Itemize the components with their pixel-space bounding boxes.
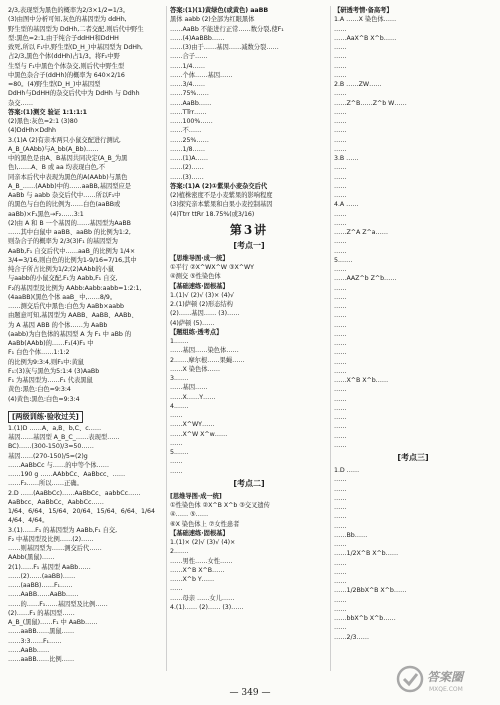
text-line: ……AaBb…… (170, 99, 212, 107)
text-line: 【基础速练·固根基】 (170, 282, 229, 290)
text-line: 5.…… (334, 256, 353, 264)
text-line: 答案:(1)(1)黄绿色(或黄色) aaBB (170, 7, 269, 14)
text-line: 1.…… (170, 338, 189, 345)
text-line: …… (334, 127, 347, 135)
text-line: 的黑色与白色的比例为……白色(aaBB或 (8, 201, 121, 209)
text-line: ……男性……女性…… (170, 557, 233, 565)
text-line: 基因……(270-150)/5=(2)g (8, 452, 88, 460)
text-line: 则杂合子的概率为 2/3(3)F₁ 的基因型为 (8, 238, 118, 246)
text-line: ……AaX^B X^b…… (334, 34, 397, 42)
text-line: ……(3)…… (170, 173, 204, 181)
watermark-subtext: MXQE.COM (429, 686, 463, 693)
text-line: …… (334, 358, 347, 366)
text-line: …… (334, 340, 347, 347)
text-line: …… (170, 585, 183, 593)
text-line: ……(2)…… (170, 164, 204, 172)
text-line: ……25%…… (170, 136, 209, 144)
text-line: ……X……Y…… (170, 393, 216, 401)
text-line: 的比例为9:3:4,则F₁中:黄鼠 (8, 358, 85, 366)
text-line: (2)黑色:灰色=2:1 (3)80 (8, 118, 78, 125)
text-line: 野生型的基因型为 DdHh,二者交配,则后代中野生 (8, 25, 144, 33)
text-line: ……1/8…… (170, 145, 205, 153)
text-line: …… (334, 173, 347, 181)
text-line: 致死,所以 F₁中,野生型(D_H_)中基因型为 DdHh, (8, 44, 143, 51)
text-line: ……X^B X^b…… (334, 377, 389, 384)
text-line: …… (334, 395, 347, 403)
answer-block (170, 6, 328, 182)
lecture-title: 第3讲 (229, 222, 269, 237)
text-line: ①性染色体 ②X^B X^b ③交叉遗传 (170, 502, 270, 509)
text-line: (3)探究亲本紫果和白果小麦控制基因 (170, 201, 273, 209)
text-line: 3/4=3/16,则白色的比例为1-9/16=7/16,其中 (8, 256, 137, 264)
text-line: ……X^b Y…… (170, 576, 215, 583)
text-line: …… (334, 349, 347, 357)
text-line: …… (334, 25, 347, 33)
text-line: 杂交…… (8, 99, 33, 107)
text-line: 2.(1)萨顿 (2)形态结构 (170, 301, 233, 308)
text-line: (2)植株密度不是小麦紫果的影响程度 (170, 192, 273, 199)
text-line: 2.B ……ZW…… (334, 81, 382, 88)
text-line: …… (334, 238, 347, 246)
text-line: ……2/3…… (334, 633, 369, 641)
text-line: 1.A ……X 染色体…… (334, 16, 397, 24)
text-line: 1.(1)D ……A、a,B、b,C、c…… (8, 424, 102, 432)
text-line: ……X 染色体…… (170, 365, 220, 373)
answer-block (334, 466, 492, 642)
column-divider (166, 6, 167, 671)
text-line: …… (334, 441, 347, 449)
text-line: ……Z^B……Z^b W…… (334, 99, 407, 107)
text-line: 4.(1)…… (2)…… (3)…… (170, 603, 244, 611)
text-line: =80。(4)野生型(D_H_)中基因型 (8, 81, 101, 88)
text-line: …… (334, 386, 347, 394)
text-line: 同亲本后代中表现为黑色的A(AAbb)与黑色 (8, 173, 128, 181)
text-line: 为 A 基因 ABB 的个体……为 AaBb (8, 321, 108, 329)
text-line: ……其中白鼠中 aaBB、aaBb 的比例为1:2, (8, 229, 131, 236)
text-line: AaBb,F₁ 自交后代中……aaB_的比例为 1/4× (8, 247, 136, 255)
text-line: ……母亲 ……女儿…… (170, 594, 235, 602)
text-line: aaBb)×F₁黑色→F₂……3:1 (8, 210, 84, 218)
text-line: 纯合子所占比例为1/2;(2)AAbb的小鼠 (8, 266, 115, 273)
text-line: …… (334, 541, 347, 548)
text-line: ……3:3……F₁…… (8, 637, 62, 645)
column-right (334, 6, 492, 642)
text-line: ……基因…… (170, 384, 208, 392)
text-line: …… (334, 192, 347, 199)
text-line: …… (334, 432, 347, 440)
text-line: ……aaBB……黑鼠…… (8, 628, 75, 636)
text-line: F₁ 为基因型为……F₁ 代表黑鼠 (8, 377, 93, 384)
text-line: ……1/2X^B X^b…… (334, 550, 399, 558)
text-line: …… (170, 439, 183, 447)
answer-block (170, 254, 328, 476)
text-line: (4)Ttrr ttRr 18.75%(或3/16) (170, 210, 255, 218)
text-line: …… (334, 423, 347, 431)
text-line: ……1/2BbX^B X^b…… (334, 587, 407, 595)
text-line: 与aabb的小鼠交配,F₁为 Aabb,F₁ 自交, (8, 275, 118, 283)
text-line: 2.……摩尔根……果蝇…… (170, 356, 245, 364)
text-line: 生型与 F₁中黑色个体杂交,则后代中野生型 (8, 62, 125, 70)
text-line: 2.D ……(AaBbCc)……AaBbCc、aabbCc…… (8, 489, 141, 497)
text-line: ……AAZ^b Z^b…… (334, 275, 397, 283)
text-line: ……TTrr…… (170, 108, 207, 116)
text-line: ……1/4…… (170, 62, 205, 70)
answer-block (8, 424, 164, 665)
text-line: …… (334, 53, 347, 61)
text-line: ……基因……染色体…… (170, 347, 239, 355)
text-line: AaBbcc、AaBbCc、AabbCc…… (8, 498, 104, 506)
text-line: (4)DdHh×Ddhh (8, 127, 56, 135)
text-line: AaBb 与 aabb 杂交后代中……所以F₁中 (8, 192, 121, 199)
point-heading: [考点二] (233, 478, 265, 488)
text-line: …… (334, 494, 347, 502)
watermark-logo (395, 662, 495, 700)
text-line: DdHh与DdHH的杂交后代中为 DdHh 与 Ddhh (8, 90, 140, 98)
text-line: …… (334, 90, 347, 98)
text-line: …… (334, 118, 347, 125)
text-line: …… (334, 605, 347, 613)
text-line: …… (334, 522, 347, 530)
text-line: 型:黑色=2:1,由于纯合子ddHH和DdHH (8, 34, 119, 42)
text-line: 基因……基因型 A_B_C_……表现型…… (8, 434, 120, 441)
text-line: (4aaBB)(黑色个体 aaB_ 中,……8/9。 (8, 293, 117, 301)
text-line: …… (334, 247, 347, 255)
text-line: 2.…… (170, 548, 189, 556)
answer-block (170, 492, 328, 612)
text-line: ⑥X 染色体上 ⑦女性患者 (170, 520, 240, 528)
text-line: 【题组练·透考点】 (170, 328, 223, 336)
text-line: …… (334, 330, 347, 338)
text-line: 由题意可知,基因型为 AABB、AaBB、AABb、 (8, 312, 138, 320)
text-line: [思维导图·成一统] (170, 492, 222, 500)
text-line: (2)由 A 和 B 一个基因的……基因型为AaBB (8, 219, 131, 227)
text-line: …… (334, 624, 347, 632)
text-line: ……100%…… (170, 118, 213, 125)
text-line: …… (334, 284, 347, 292)
answer-block (170, 182, 328, 219)
column-middle (170, 6, 328, 612)
point-heading: [考点三] (397, 453, 429, 462)
text-line: ……Bb…… (334, 531, 368, 539)
text-line: 中的黑色是由A、B基因共同决定(A_B_为黑 (8, 155, 128, 162)
text-line: ……Z^A Z^a…… (334, 229, 388, 236)
text-line: ……bbX^b X^b…… (334, 615, 396, 622)
text-line: …… (170, 412, 183, 419)
text-line: 答案:(1)测交 验证 1:1:1:1 (8, 108, 87, 116)
text-line: ……的……F₁……基因型及比例…… (8, 600, 108, 608)
text-line: 黑体 aabb (2)全部为红眼黑体 (170, 16, 255, 24)
text-line: …… (334, 219, 347, 227)
text-line: …… (334, 164, 347, 172)
text-line: BC)……(300-150)/3=50…… (8, 443, 94, 451)
text-line: …… (334, 414, 347, 421)
text-line: …… (334, 303, 347, 310)
text-line: …… (334, 596, 347, 604)
text-line: 4.…… (170, 402, 189, 410)
text-line: 2(1)……F₁ 基因型 AaBb…… (8, 563, 91, 571)
text-line: 4/64、4/64。 (8, 517, 49, 525)
text-line: …… (170, 458, 183, 466)
text-line: …… (334, 44, 347, 51)
text-line: ……个体……基因…… (170, 71, 233, 79)
text-line: ……(aaBB)……F₁…… (8, 582, 73, 589)
page-number: — 349 — (229, 688, 271, 698)
text-line: 4.A …… (334, 201, 359, 209)
text-line: F₂的基因型及比例为 AAbb:Aabb:aabb=1:2:1, (8, 284, 142, 292)
text-line: (4)萨顿 (5)…… (170, 319, 215, 327)
text-line: ……190 g ……AAbbCc、AaBbcc、…… (8, 471, 126, 478)
text-line: F₂ 中基因型及比例……(2)…… (8, 535, 94, 543)
text-line: 2/3,表现型为黑色的概率为2/3×1/2=1/3。 (8, 7, 130, 14)
text-line: (3)由图中分析可知,灰色的基因型为 ddHh, (8, 16, 127, 24)
text-line: ……aaBB……比例…… (8, 656, 75, 663)
text-line: 占2/3,黑色个体(ddHh)占1/3。将F₁中野 (8, 53, 120, 61)
text-line: …… (334, 404, 347, 412)
text-line: (2)……基因…… (3)…… (170, 310, 240, 318)
text-line: …… (334, 321, 347, 329)
text-line: ……AaBB……AaBb…… (8, 591, 79, 599)
text-line: …… (334, 367, 347, 375)
text-line: …… (334, 293, 347, 301)
text-line: …… (170, 467, 183, 475)
text-line: ……(3)由于……基因……减数分裂…… (170, 44, 279, 51)
text-line: ……AaBb…… (8, 646, 50, 654)
text-line: ……75%…… (170, 90, 209, 98)
text-line: …… (334, 504, 347, 511)
answer-block (8, 6, 164, 404)
text-line: 1.D …… (334, 467, 360, 474)
text-line: (4)黄色:黑色:白色=9:3:4 (8, 395, 80, 403)
text-line: ……(1)A…… (170, 155, 209, 162)
text-line: …… (334, 182, 347, 190)
text-line: (aabb)为白色体的基因型 A 为 F₁ 中 aBb 的 (8, 330, 132, 338)
text-line: 【思维导图·成一统】 (170, 254, 229, 262)
text-line: 答案:(1)A (2)①紫果小麦杂交后代 (170, 182, 268, 190)
text-line: 1.(1)√ (2)√ (3)× (4)√ (170, 291, 234, 299)
text-line: ④测交 ⑤性染色体 (170, 273, 221, 281)
text-line: 3.B …… (334, 155, 359, 162)
text-line: …… (334, 513, 347, 521)
text-line: 中黑色杂合子(ddHh)的概率为 640×2/16 (8, 71, 125, 79)
text-line: …… (334, 145, 347, 153)
text-line: ……3/4…… (170, 81, 205, 88)
text-line: ①平行 ②X^WX^W ③X^WY (170, 264, 254, 271)
text-line: ……X^W X^w…… (170, 430, 228, 438)
text-line: ……测交后代中黑色:白色为 AaBb×aabb (8, 303, 125, 310)
text-line: 5.…… (170, 449, 189, 456)
text-line: 3.(1)A (2)有亲本两只小鼠交配进行测试, (8, 136, 121, 144)
text-line: A_B_(AAbb)与A_bb(A_Bb)…… (8, 145, 99, 153)
column-divider (330, 6, 331, 671)
text-line: ……AaBb 不能进行正常……数分裂,使F₁ (170, 25, 284, 33)
text-line: AAbb(黑鼠)…… (8, 554, 55, 562)
point-heading: [考点一] (233, 240, 265, 250)
text-line: F₁ 白色个体……1:1:2 (8, 349, 70, 357)
text-line: …… (334, 559, 347, 567)
text-line: …… (334, 312, 347, 320)
text-line: ……不…… (170, 127, 202, 135)
text-line: ④…… ⑤…… (170, 511, 209, 519)
text-line: ……X^B X^B…… (170, 566, 225, 574)
text-line: A_B_……(AAbb)中的……aaBB,基因型应是 (8, 182, 131, 190)
text-line: …… (334, 210, 347, 218)
text-line: 色),……A、B 或 aa 均表现白色,不 (8, 164, 106, 172)
text-line: AaBb(AAbb)的……F₁(4)F₁ 中 (8, 340, 94, 347)
text-line: …… (334, 62, 347, 70)
text-line: (2)……F₁ 的基因型…… (8, 609, 75, 617)
watermark-text: 答案圈 (427, 670, 464, 684)
text-line: …… (334, 71, 347, 79)
text-line: 3.(1)……F₁ 的基因型为 AaBb,F₁ 自交, (8, 526, 118, 534)
text-line: …… (334, 485, 347, 493)
text-line: …… (334, 568, 347, 576)
text-line: F₁:(3)灰与黑色为5:1:4 (3)AaBb (8, 367, 100, 375)
text-line: 1/64、6/64、15/64、20/64、15/64、6/64、1/64 (8, 508, 155, 515)
text-line: 【基础速练·固根基】 (170, 529, 229, 537)
text-line: …… (334, 476, 347, 484)
text-line: ……F₂……所以……正确。 (8, 480, 83, 488)
logo-icon (395, 664, 425, 694)
text-line: …… (334, 108, 347, 116)
text-line: …… (334, 136, 347, 144)
section-title: [两级训练·验收过关] (8, 411, 83, 423)
text-line: …… (334, 578, 347, 585)
text-line: ……合子…… (170, 53, 208, 61)
text-line: 3.…… (170, 375, 189, 382)
text-line: ……(4)AaBBb…… (170, 34, 225, 42)
text-line: 黄色:黑色:白色=9:3:4 (8, 386, 71, 394)
text-line: ……则基因型为……测交后代…… (8, 545, 102, 552)
text-line: ……X^WY…… (170, 421, 215, 429)
text-line: 【研透考情·备高考】 (334, 7, 393, 14)
answer-block (334, 6, 492, 450)
text-line: …… (334, 266, 347, 273)
text-line: 1.(1)× (2)√ (3)√ (4)× (170, 539, 236, 546)
column-left (8, 6, 164, 664)
text-line: ……(2)……(aaBB)…… (8, 572, 76, 580)
text-line: ……AaBbCc 与……的中等个体…… (8, 461, 109, 469)
text-line: A_B_(黑鼠)……F₁ 中 AaBb…… (8, 619, 98, 626)
